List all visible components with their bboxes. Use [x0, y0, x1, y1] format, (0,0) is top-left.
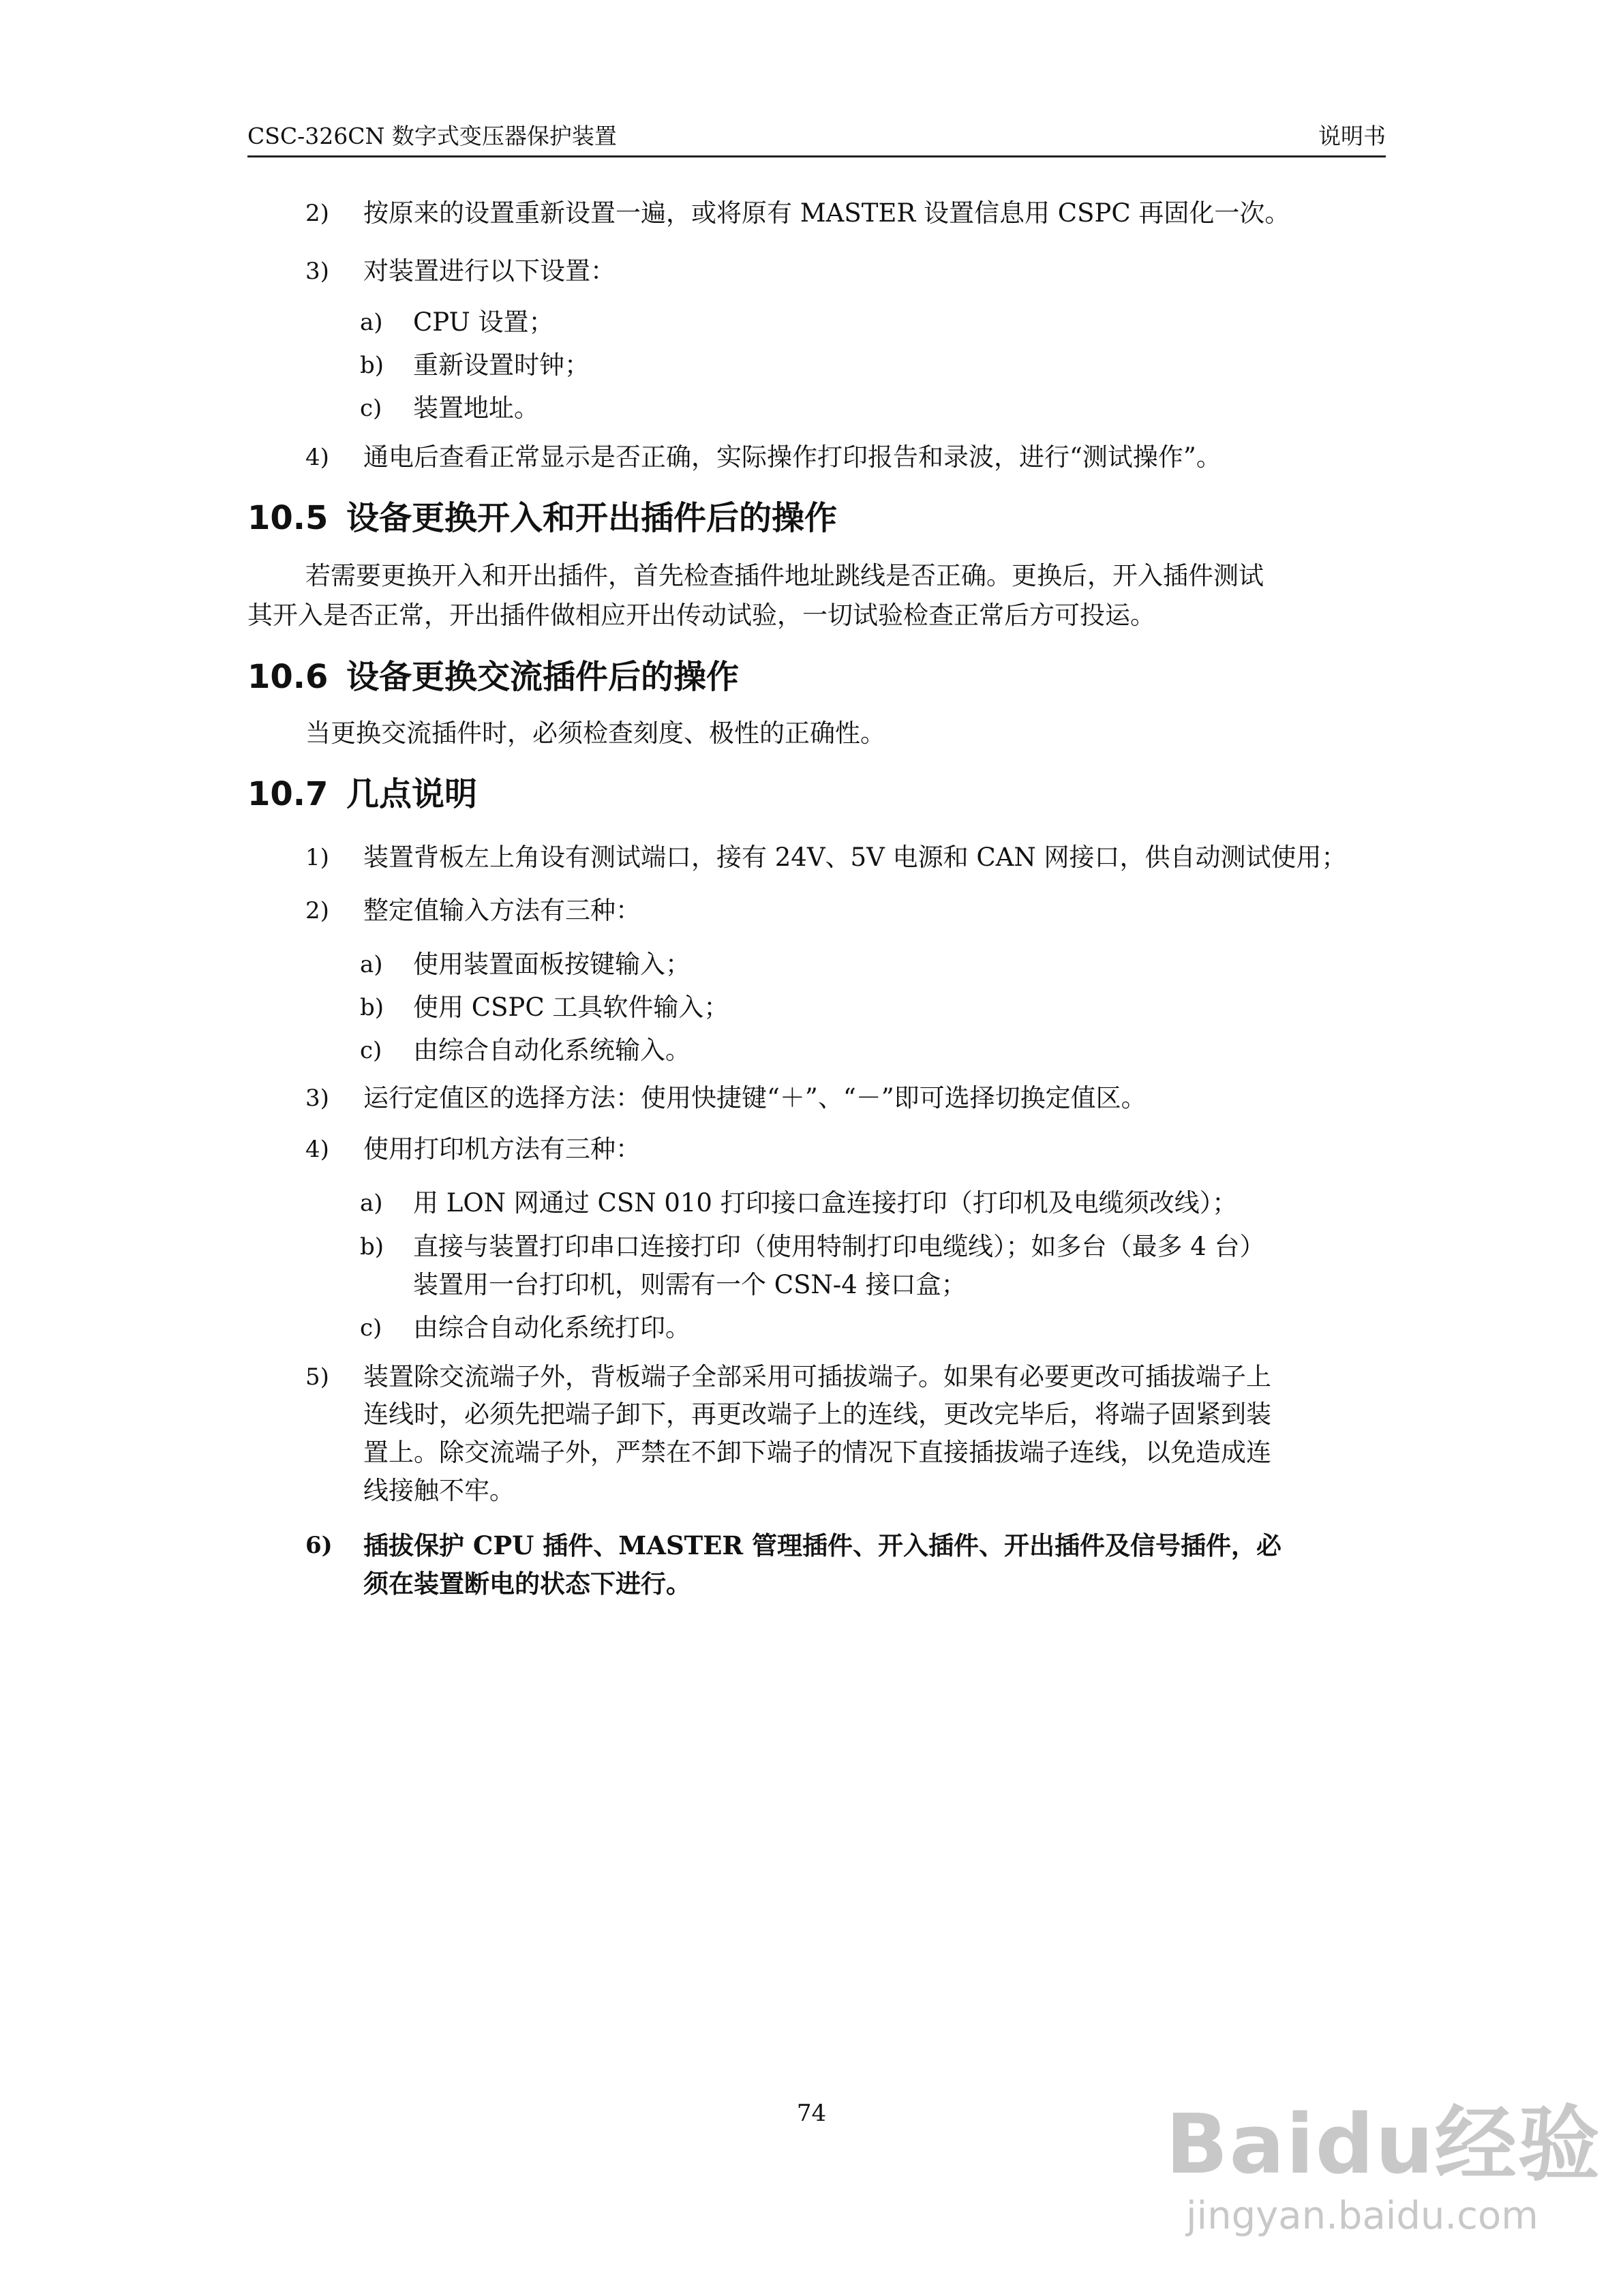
page-header — [247, 113, 1386, 157]
list-number: 1) — [305, 844, 329, 871]
baidu-watermark — [1159, 2079, 1601, 2250]
sublist-item-text: 由综合自动化系统打印。 — [413, 1313, 691, 1342]
sublist-item-text: 重新设置时钟； — [413, 350, 590, 380]
list-number: 3) — [305, 1085, 329, 1112]
list-item-text: 须在装置断电的状态下进行。 — [363, 1569, 691, 1599]
list-number: 3) — [305, 258, 329, 285]
sublist-item-text: 直接与装置打印串口连接打印（使用特制打印电缆线）；如多台（最多 4 台） — [413, 1232, 1265, 1261]
sublist-item-text: 使用装置面板按键输入； — [413, 950, 691, 979]
sublist-letter: a) — [360, 309, 383, 336]
section-heading — [247, 774, 477, 815]
sublist-letter: c) — [360, 1037, 382, 1064]
page-number: 74 — [796, 2100, 827, 2127]
list-item-text: 整定值输入方法有三种： — [363, 896, 641, 925]
section-number: 10.7 — [247, 775, 329, 813]
paragraph-line: 若需要更换开入和开出插件，首先检查插件地址跳线是否正确。更换后，开入插件测试 — [305, 561, 1264, 590]
list-item-text: 线接触不牢。 — [363, 1476, 515, 1505]
list-item-text: 装置除交流端子外，背板端子全部采用可插拔端子。如果有必要更改可插拔端子上 — [363, 1362, 1271, 1391]
section-number: 10.5 — [247, 499, 329, 537]
list-number: 6) — [305, 1532, 333, 1559]
paragraph-line: 其开入是否正常，开出插件做相应开出传动试验，一切试验检查正常后方可投运。 — [247, 601, 1155, 630]
list-number: 2) — [305, 897, 329, 924]
sublist-letter: b) — [360, 994, 384, 1021]
watermark-url: jingyan.baidu.com — [1186, 2194, 1538, 2238]
list-number: 5) — [305, 1363, 329, 1391]
section-heading — [247, 498, 837, 539]
list-number: 4) — [305, 444, 329, 471]
section-title: 设备更换交流插件后的操作 — [346, 658, 740, 696]
header-doc-type: 说明书 — [1318, 123, 1386, 149]
section-number: 10.6 — [247, 658, 329, 696]
list-number: 2) — [305, 200, 329, 227]
sublist-item-text: 使用 CSPC 工具软件输入； — [413, 993, 729, 1022]
list-item-text: 对装置进行以下设置： — [363, 256, 616, 286]
list-item-text: 通电后查看正常显示是否正确，实际操作打印报告和录波，进行“测试操作”。 — [363, 442, 1222, 472]
list-item-text: 运行定值区的选择方法：使用快捷键“＋”、“－”即可选择切换定值区。 — [363, 1083, 1147, 1113]
watermark-logo: Baidu经验 — [1166, 2098, 1601, 2192]
sublist-letter: a) — [360, 1190, 383, 1217]
sublist-item-text: 用 LON 网通过 CSN 010 打印接口盒连接打印（打印机及电缆须改线）； — [413, 1188, 1238, 1218]
list-item-text: 连线时，必须先把端子卸下，再更改端子上的连线，更改完毕后，将端子固紧到装 — [363, 1400, 1271, 1429]
sublist-letter: a) — [360, 951, 383, 978]
section-title: 设备更换开入和开出插件后的操作 — [346, 499, 838, 537]
list-item-text: 插拔保护 CPU 插件、MASTER 管理插件、开入插件、开出插件及信号插件，必 — [363, 1530, 1282, 1560]
sublist-letter: c) — [360, 1314, 382, 1342]
list-item-text: 按原来的设置重新设置一遍，或将原有 MASTER 设置信息用 CSPC 再固化一次。 — [363, 198, 1290, 228]
sublist-item-text: 装置用一台打印机，则需有一个 CSN-4 接口盒； — [413, 1270, 967, 1299]
list-number: 4) — [305, 1136, 329, 1163]
sublist-item-text: 装置地址。 — [413, 393, 539, 423]
list-item-text: 装置背板左上角设有测试端口，接有 24V、5V 电源和 CAN 网接口，供自动测试使用； — [363, 843, 1347, 872]
list-item-text: 置上。除交流端子外，严禁在不卸下端子的情况下直接插拔端子连线，以免造成连 — [363, 1438, 1271, 1467]
header-title: CSC-326CN 数字式变压器保护装置 — [247, 123, 617, 149]
sublist-letter: b) — [360, 352, 384, 379]
sublist-letter: c) — [360, 395, 382, 422]
sublist-item-text: CPU 设置； — [413, 307, 554, 337]
sublist-item-text: 由综合自动化系统输入。 — [413, 1036, 691, 1065]
section-heading — [247, 656, 739, 697]
sublist-letter: b) — [360, 1233, 384, 1260]
list-item-text: 使用打印机方法有三种： — [363, 1134, 641, 1164]
section-title: 几点说明 — [346, 775, 478, 813]
paragraph-line: 当更换交流插件时，必须检查刻度、极性的正确性。 — [305, 719, 885, 748]
